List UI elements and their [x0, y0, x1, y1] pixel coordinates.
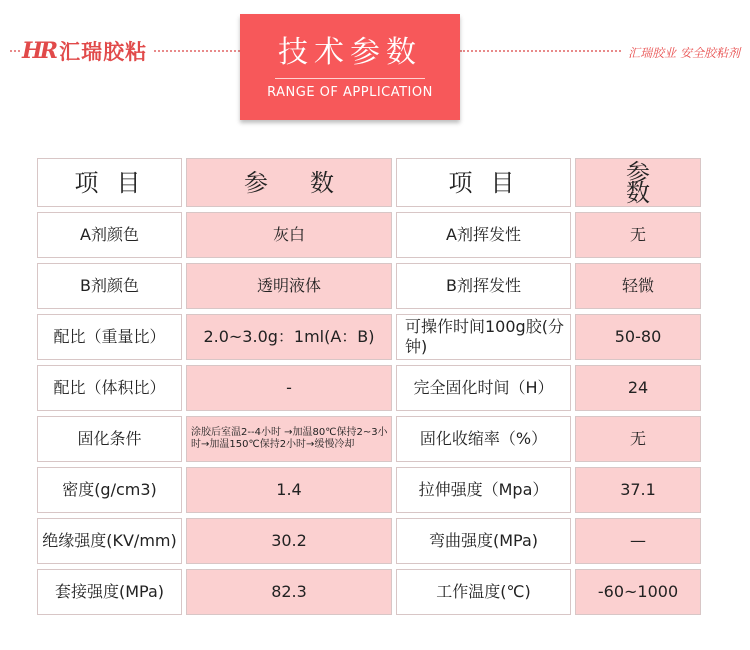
banner-divider: [275, 78, 425, 79]
page-title: 技术参数: [278, 35, 422, 70]
item-value: -60~1000: [575, 569, 701, 615]
item-name: A剂挥发性: [396, 212, 571, 258]
item-name: 完全固化时间（H）: [396, 365, 571, 411]
item-name: 固化条件: [37, 416, 182, 462]
table-row: [37, 569, 705, 615]
item-name: 套接强度(MPa): [37, 569, 182, 615]
page-subtitle: RANGE OF APPLICATION: [267, 85, 433, 100]
item-value: 透明液体: [186, 263, 392, 309]
item-name: B剂挥发性: [396, 263, 571, 309]
table-header-row: [37, 158, 705, 207]
logo-text: 汇瑞胶粘: [59, 40, 148, 64]
item-value: 轻微: [575, 263, 701, 309]
item-value: —: [575, 518, 701, 564]
brand-logo: [22, 36, 153, 66]
item-name: 固化收缩率（%）: [396, 416, 571, 462]
table-row: [37, 263, 705, 309]
item-value: -: [186, 365, 392, 411]
item-value: 50-80: [575, 314, 701, 360]
title-banner: [240, 14, 460, 120]
table-row: [37, 518, 705, 564]
item-name: 可操作时间100g胶(分钟): [396, 314, 571, 360]
item-name: 密度(g/cm3): [37, 467, 182, 513]
table-row: [37, 467, 705, 513]
item-name: 拉伸强度（Mpa）: [396, 467, 571, 513]
item-value: 无: [575, 212, 701, 258]
item-value: 24: [575, 365, 701, 411]
item-name: A剂颜色: [37, 212, 182, 258]
header-param-1: 参数: [186, 158, 392, 207]
header-item-1: 项目: [37, 158, 182, 207]
item-name: 绝缘强度(KV/mm): [37, 518, 182, 564]
item-name: B剂颜色: [37, 263, 182, 309]
table-row: [37, 314, 705, 360]
parameter-table: [37, 158, 705, 620]
item-value: 灰白: [186, 212, 392, 258]
item-value: 30.2: [186, 518, 392, 564]
item-value: 82.3: [186, 569, 392, 615]
item-value: 2.0~3.0g：1ml(A：B): [186, 314, 392, 360]
item-name: 弯曲强度(MPa): [396, 518, 571, 564]
item-value: 涂胶后室温2--4小时 →加温80℃保持2~3小时→加温150℃保持2小时→缓慢冷却: [186, 416, 392, 462]
brand-slogan: 汇瑞胶业 安全胶粘剂: [622, 44, 740, 61]
item-value: 37.1: [575, 467, 701, 513]
item-name: 配比（重量比）: [37, 314, 182, 360]
item-value: 无: [575, 416, 701, 462]
table-row: [37, 365, 705, 411]
item-value: 1.4: [186, 467, 392, 513]
item-name: 工作温度(℃): [396, 569, 571, 615]
header-item-2: 项目: [396, 158, 571, 207]
table-row: [37, 212, 705, 258]
table-row: [37, 416, 705, 462]
header-param-2: 参数: [575, 158, 701, 207]
logo-mark: HR: [22, 38, 56, 64]
item-name: 配比（体积比）: [37, 365, 182, 411]
